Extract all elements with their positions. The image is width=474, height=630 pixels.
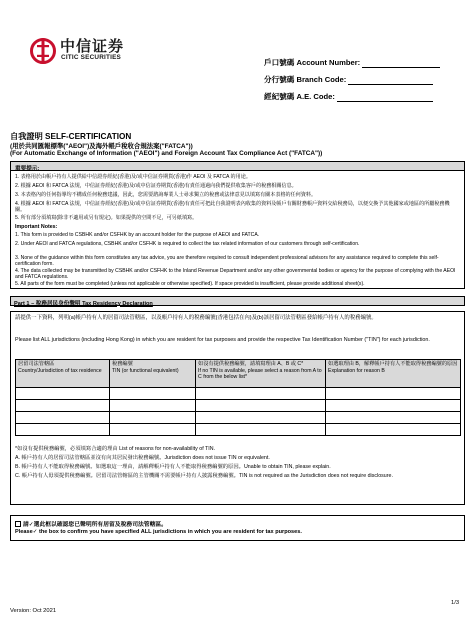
logo-cn-text: 中信证券 [60,37,125,55]
jurisdiction-cell[interactable] [16,400,110,412]
account-number-row [264,57,440,68]
form-title: 自我證明 SELF-CERTIFICATION [10,132,132,141]
reason-cell[interactable] [196,424,326,436]
explanation-cell[interactable] [326,388,461,400]
tin-cell[interactable] [110,424,196,436]
explanation-cell[interactable] [326,424,461,436]
part1-header [10,296,465,306]
part1-label: Part 1 – 稅務居民身份聲明 Tax Residency Declaration [14,300,153,307]
confirm-text-cn: 請✓選此框以確認您已聲明所有居留及稅務司法管轄區。 [23,522,167,528]
branch-code-label: 分行號碼 Branch Code: [264,75,347,84]
table-row [16,400,461,412]
confirmation-box [10,515,465,541]
note-cn-5: 5. 所有部分須填寫(除非不適用或另有規定)。如果提供的空間不足，可另紙填寫。 [15,215,198,221]
column-header-jurisdiction: 居留司法管轄區 Country/Jurisdiction of tax residence [16,360,110,388]
note-cn-1: 1. 表格用於由帳戶持有人提供給中信證券經紀(香港)及/或中信証券期貨(香港)作 AEOI 及 FATCA 的用途。 [15,174,251,180]
reason-cell[interactable] [196,400,326,412]
reason-a: A. 帳戶持有人的居留司法管轄區並沒有向其居民發出稅務編號。Jurisdiction does not issue TIN or equivalent. [15,455,270,461]
explanation-cell[interactable] [326,412,461,424]
ae-code-label: 經紀號碼 A.E. Code: [264,92,335,101]
ae-code-field[interactable] [337,94,433,102]
section-intro-cn: 請提供一下資料，列明(a)帳戶持有人的居留司法管轄區，以及帳戶持有人的稅務編號(香港包括在內)及(b)該居留司法管轄區發給帳戶持有人的稅務編號。 [15,315,377,321]
citic-logo [30,34,140,68]
important-notes-label: Important Notes: [15,224,58,230]
reason-cell[interactable] [196,412,326,424]
form-subtitle-en: (For Automatic Exchange of Information ("AEOI") and Foreign Account Tax Compliance Act ("FATCA")) [10,150,323,157]
account-number-field[interactable] [362,60,440,68]
confirm-text-en: Please✓ the box to confirm you have specified ALL jurisdictions in which you are resident for tax purposes. [15,529,302,535]
logo-en-text: CITIC SECURITIES [61,54,122,61]
column-header-reason: 如沒有提供稅務編號，請填寫理由 A、B 或 C* If no TIN is available, please select a reason from A to C from the below list* [196,360,326,388]
reason-cell[interactable] [196,388,326,400]
citic-logo-icon [30,36,56,66]
note-en-5: 5. All parts of the form must be completed (unless not applicable or otherwise specified). If space provided is insufficient, please provide additional sheet(s). [15,281,365,287]
jurisdiction-cell[interactable] [16,424,110,436]
tin-cell[interactable] [110,412,196,424]
note-cn-4: 4. 根據 AEOI 和 FATCA 法規，中信証券經紀(香港)及/或中信証券期貨(香港)有責任可把此自我證明表內收集的資料及帳戶有關財務帳戶資料交給稅務局，以便交換予其他國家或地區的所屬稅務機關。 [15,201,450,214]
important-notes-box [10,161,465,289]
note-en-1: 1. This form is provided to CSBHK and/or CSFHK by an account holder for the purpose of AEOI and FATCA. [15,232,260,238]
note-en-3: 3. None of the guidance within this form constitutes any tax advice, you are therefore required to consult independent professional advisors for any assistance required to complete this self-certification form. [15,255,439,268]
form-subtitle-cn: (用於共同匯報標準("AEOI")及海外帳戶稅收合規法案("FATCA")) [10,143,193,150]
note-cn-2: 2. 根據 AEOI 和 FATCA 法規，中信証券經紀(香港)及/或中信証券期貨(香港)有責任通過向我們提供收集客戶的稅務相關信息。 [15,183,297,189]
notes-header: 重要提示: [11,162,464,171]
note-en-4: 4. The data collected may be transmitted by CSBHK and/or CSFHK to the Inland Revenue Department and/or any other governmental bodies or agency for the purpose of complying with the AEOI and FATCA regulations. [15,268,456,281]
tin-cell[interactable] [110,400,196,412]
page-number: 1/3 [451,600,460,606]
reason-b: B. 帳戶持有人不能取得稅務編號。如選取這一理由，請解釋帳戶持有人不能取得稅務編號的原因。Unable to obtain TIN, please explain. [15,464,331,470]
version-label: Version: Oct 2021 [10,608,57,614]
table-row [16,388,461,400]
branch-code-row [264,74,433,85]
branch-code-field[interactable] [348,77,433,85]
column-header-tin: 稅務編號 TIN (or functional equivalent) [110,360,196,388]
column-header-explanation: 如選取理由 B，解釋帳戶持有人不能取得稅務編號的原因 Explanation for reason B [326,360,461,388]
ae-code-row [264,91,433,102]
tin-table [15,359,461,436]
confirm-row-cn [15,519,167,528]
jurisdiction-cell[interactable] [16,388,110,400]
note-en-2: 2. Under AEOI and FATCA regulations, CSBHK and/or CSFHK is required to collect the tax related information of our customers through self-certification. [15,241,360,247]
jurisdiction-cell[interactable] [16,412,110,424]
note-cn-3: 3. 本表格內的任何指導均不構成任何稅務建議，因此，您需要諮詢專業人士尋求獨立的稅務或法律意見以填寫有關本表格的任何資料。 [15,192,317,198]
tin-cell[interactable] [110,388,196,400]
reason-c: C. 帳戶持有人毋須提供稅務編號。居留司法管轄區的主管機關不需要帳戶持有人披露稅務編號。TIN is not required as the Jurisdiction does not require disclosure. [15,473,393,479]
section-intro-en: Please list ALL jurisdictions (including Hong Kong) in which you are resident for tax purposes and provide the respective Tax Identification Number ("TIN") for each jurisdiction. [15,337,430,343]
table-row [16,412,461,424]
table-row [16,424,461,436]
tax-residency-section [10,311,465,505]
checkbox-icon[interactable] [15,521,21,527]
account-number-label: 戶口號碼 Account Number: [264,58,361,67]
explanation-cell[interactable] [326,400,461,412]
reasons-header: *如沒有提供稅務編號，必須填寫合適的理由 List of reasons for non-availability of TIN. [15,446,216,452]
